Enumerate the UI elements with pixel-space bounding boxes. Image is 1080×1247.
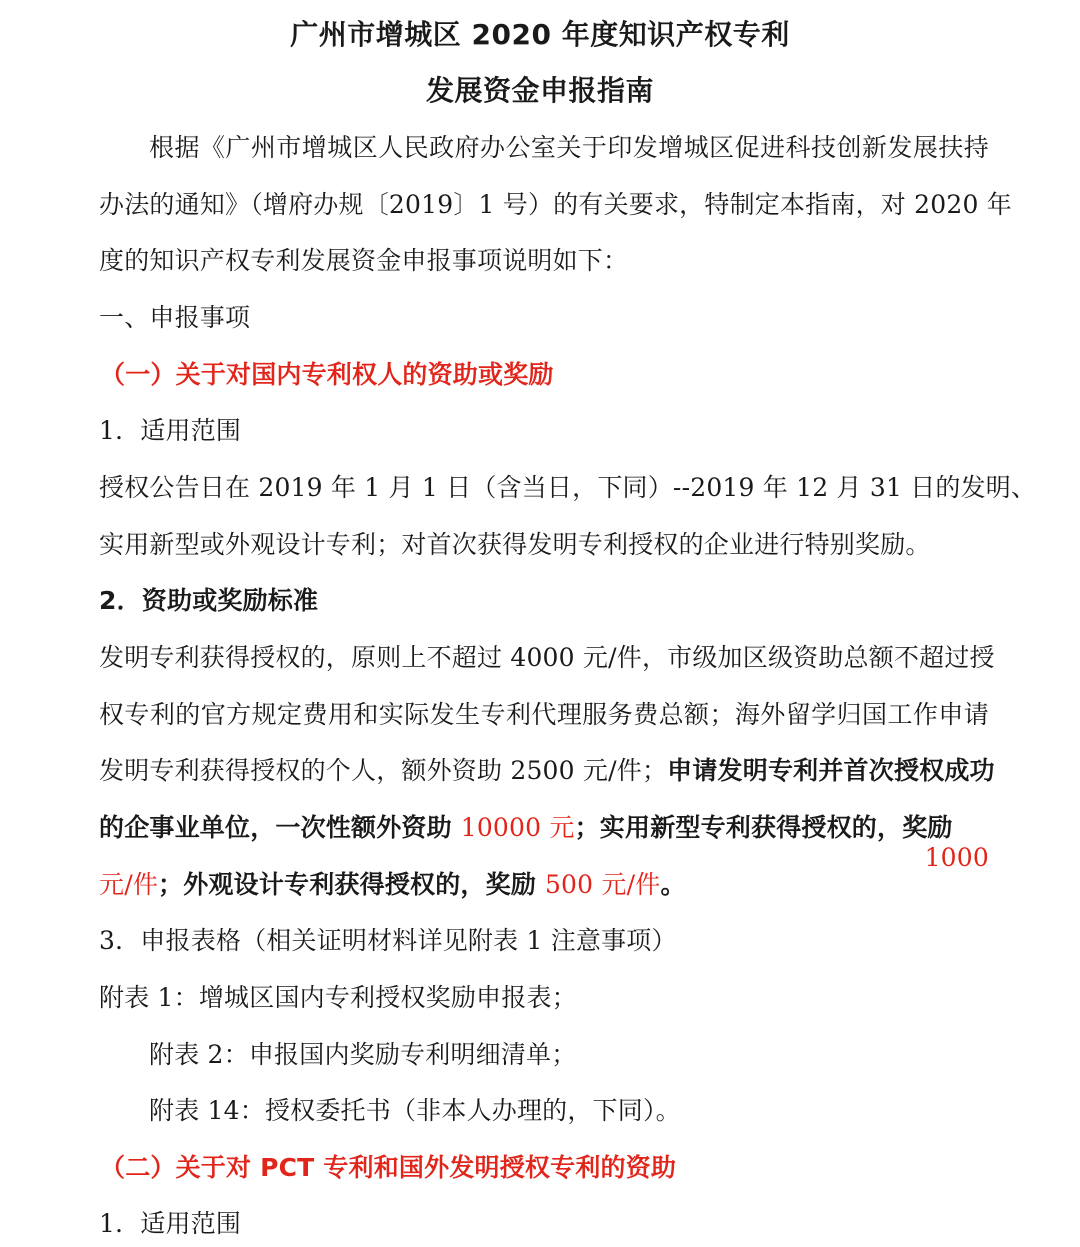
form-2-item: 附表 2：申报国内奖励专利明细清单；	[149, 1040, 577, 1069]
utility-model-reward-text: ；实用新型专利获得授权的，奖励	[574, 813, 953, 842]
utility-model-reward-unit: 元/件	[99, 870, 159, 899]
design-reward-period: 。	[660, 870, 686, 899]
scope-line-1: 授权公告日在 2019 年 1 月 1 日（含当日，下同）--2019 年 12 月 31 日的发明、	[99, 473, 1037, 502]
intro-paragraph-line-1: 根据《广州市增城区人民政府办公室关于印发增城区促进科技创新发展扶持	[149, 133, 989, 162]
standard-line-3	[99, 756, 995, 786]
subsection-heading-pct-patent: （二）关于对 PCT 专利和国外发明授权专利的资助	[100, 1153, 677, 1182]
scope-line-2: 实用新型或外观设计专利；对首次获得发明专利授权的企业进行特别奖励。	[99, 530, 931, 559]
document-title-line-1: 广州市增城区 2020 年度知识产权专利	[290, 18, 790, 51]
one-time-subsidy-text: 的企事业单位，一次性额外资助	[99, 813, 461, 842]
form-1-item: 附表 1：增城区国内专利授权奖励申报表；	[99, 983, 577, 1012]
standard-line-5	[99, 870, 989, 900]
scope-heading: 1．适用范围	[99, 416, 242, 445]
intro-paragraph-line-2: 办法的通知》（增府办规〔2019〕1 号）的有关要求，特制定本指南，对 2020 年	[99, 190, 1012, 219]
design-reward-text: ；外观设计专利获得授权的，奖励	[158, 870, 545, 899]
forms-heading: 3．申报表格（相关证明材料详见附表 1 注意事项）	[99, 926, 677, 955]
scope-heading-2: 1．适用范围	[99, 1209, 242, 1238]
standard-line-4	[99, 813, 989, 872]
individual-subsidy-text: 发明专利获得授权的个人，额外资助 2500 元/件；	[99, 756, 668, 785]
form-14-item: 附表 14：授权委托书（非本人办理的，下同）。	[149, 1096, 681, 1125]
design-reward-amount: 500 元/件	[544, 870, 661, 899]
standard-heading: 2．资助或奖励标准	[99, 586, 319, 615]
subsection-heading-domestic-patent: （一）关于对国内专利权人的资助或奖励	[100, 360, 554, 389]
first-grant-bonus-text: 申请发明专利并首次授权成功	[667, 756, 995, 785]
standard-line-1: 发明专利获得授权的，原则上不超过 4000 元/件，市级加区级资助总额不超过授	[99, 643, 995, 672]
intro-paragraph-line-3: 度的知识产权专利发展资金申报事项说明如下：	[99, 246, 629, 275]
document-title-line-2: 发展资金申报指南	[425, 74, 654, 107]
standard-line-2: 权专利的官方规定费用和实际发生专利代理服务费总额；海外留学归国工作申请	[99, 700, 989, 729]
one-time-subsidy-amount: 10000 元	[460, 813, 575, 842]
utility-model-reward-amount: 1000	[924, 843, 989, 872]
section-heading-application-items: 一、申报事项	[99, 303, 251, 332]
